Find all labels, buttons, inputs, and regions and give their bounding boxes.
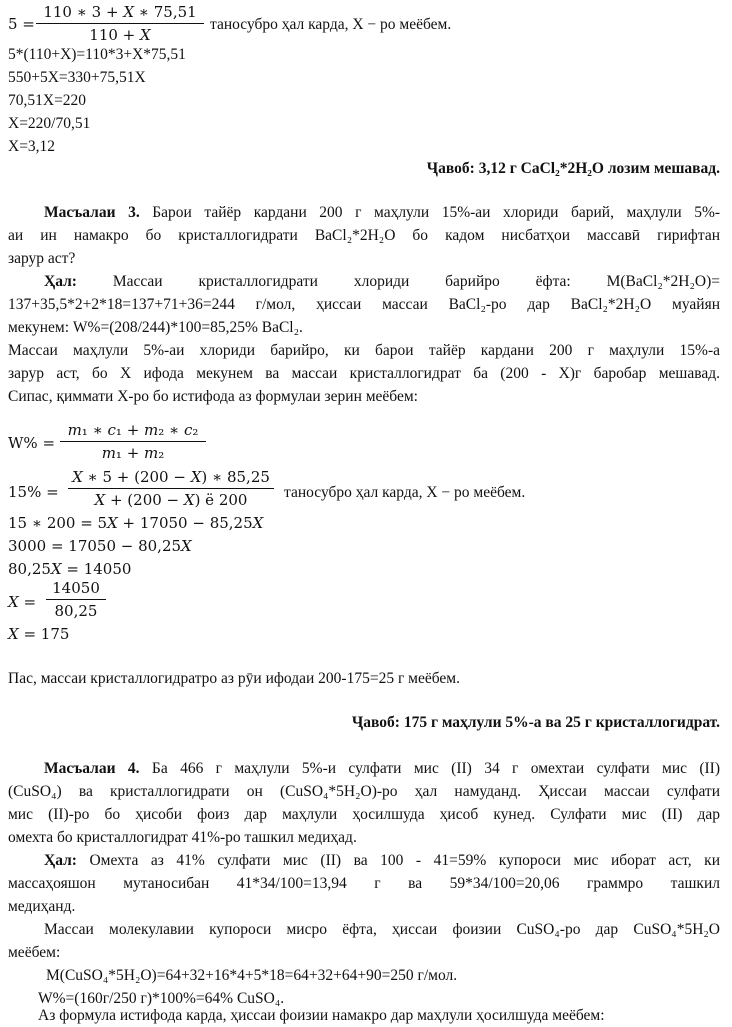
problem3-para2-line-1: Массаи маҳлули 5%-аи хлориди барийро, ки барои тайёр кардани 200 г маҳлули 15%-а — [8, 342, 720, 359]
fraction-bar — [46, 599, 106, 600]
problem3-conclusion: Пас, массаи кристаллогидратро аз рӯи ифодаи 200-175=25 г меёбем. — [8, 670, 460, 687]
problem4-last-line: Аз формула истифода карда, ҳиссаи фоизии намакро дар маҳлули ҳосилшуда меёбем: — [38, 1007, 605, 1024]
formula1-denominator: 𝑚₁ + 𝑚₂ — [101, 444, 165, 462]
formula2-denominator: 𝑋 + (200 − 𝑋) ё 200 — [94, 491, 248, 509]
formula1-numerator: 𝑚₁ ∗ 𝑐₁ + 𝑚₂ ∗ 𝑐₂ — [67, 421, 199, 439]
formula2-lhs: 15% = — [8, 483, 59, 501]
answer-problem3: Ҷавоб: 175 г маҳлули 5%-а ва 25 г кристаллогидрат. — [351, 714, 720, 731]
fraction-bar — [60, 441, 206, 442]
problem3-para2-line-3: Сипас, қиммати X-ро бо истифода аз формулаи зерин меёбем: — [8, 388, 418, 405]
fraction-bar — [36, 23, 204, 24]
solution-label: Ҳал: — [44, 852, 77, 869]
problem3-para2-line-2: зарур аст, бо X ифода мекунем ва массаи кристаллогидрат ба (200 - X)г баробар мешавад. — [8, 365, 720, 382]
problem3-solution-text-1: Массаи кристаллогидрати хлориди барийро ёфта: M(BaCl₂*2H₂O)= — [112, 273, 720, 290]
problem4-para2-line-2: меёбем: — [8, 944, 61, 961]
problem3-line-2: аи ин намакро бо кристаллогидрати BaCl₂*2H₂O бо кадом нисбатҳои массавӣ гирифтан — [8, 227, 720, 244]
problem4-line-3: мис (II)-ро бо ҳисоби фоиз дар маҳлули ҳосилшуда ҳисоб кунед. Сулфати мис (II) дар — [8, 806, 720, 823]
problem3-line-3: зарур аст? — [8, 250, 76, 267]
problem4-solution-text-1: Омехта аз 41% сулфати мис (II) ва 100 - 41=59% купороси мис иборат аст, ки — [89, 852, 720, 869]
math-line-4-numerator: 14050 — [52, 579, 100, 597]
formula1-lhs: W% = — [8, 434, 56, 452]
eq1-numerator: 110 ∗ 3 + 𝑋 ∗ 75,51 — [43, 3, 197, 21]
calc-line-2: 550+5X=330+75,51X — [8, 69, 146, 86]
problem4-title: Масъалаи 4. — [44, 760, 140, 777]
problem3-line-1 — [8, 201, 720, 224]
problem4-calc-2: W%=(160г/250 г)*100%=64% CuSO₄. — [38, 990, 285, 1007]
problem3-solution-line-2: 137+35,5*2+2*18=137+71+36=244 г/мол, ҳиссаи массаи BaCl₂-ро дар BaCl₂*2H₂O муайян — [8, 296, 720, 313]
math-line-4-lhs: 𝑋 = — [8, 593, 37, 611]
math-line-3: 80,25𝑋 = 14050 — [8, 560, 132, 578]
answer-top: Ҷавоб: 3,12 г CaCl₂*2H₂O лозим мешавад. — [426, 160, 720, 177]
problem4-solution-line-1 — [8, 849, 720, 872]
math-line-4-denominator: 80,25 — [54, 602, 98, 620]
problem3-text-1: Барои тайёр кардани 200 г маҳлули 15%-аи хлориди барий, маҳлули 5%- — [152, 204, 721, 221]
math-line-2: 3000 = 17050 − 80,25𝑋 — [8, 537, 192, 555]
problem3-title: Масъалаи 3. — [44, 204, 140, 221]
eq1-fraction — [36, 2, 204, 45]
problem4-line-2: (CuSO₄) ва кристаллогидрати он (CuSO₄*5H₂O)-ро ҳал намуданд. Ҳиссаи массаи сулфати — [8, 783, 720, 800]
problem4-line-4: омехта бо кристаллогидрат 41%-ро ташкил медиҳад. — [8, 829, 357, 846]
fraction-bar — [68, 488, 274, 489]
calc-line-5: X=3,12 — [8, 138, 56, 155]
math-line-1: 15 ∗ 200 = 5𝑋 + 17050 − 85,25𝑋 — [8, 514, 264, 532]
formula2-numerator: 𝑋 ∗ 5 + (200 − 𝑋) ∗ 85,25 — [72, 468, 270, 486]
problem4-solution-line-2: массаҳояшон мутаносибан 41*34/100=13,94 г ва 59*34/100=20,06 граммро ташкил — [8, 875, 720, 892]
problem4-calc-1: M(CuSO₄*5H₂O)=64+32+16*4+5*18=64+32+64+90=250 г/мол. — [46, 967, 458, 984]
eq1-denominator: 110 + 𝑋 — [89, 26, 151, 44]
math-line-4-fraction — [46, 578, 106, 621]
formula2-tail: таносубро ҳал карда, X − ро меёбем. — [284, 484, 526, 501]
problem4-solution-line-3: медиҳанд. — [8, 898, 76, 915]
problem3-solution-line-1 — [8, 270, 720, 293]
eq1-lhs: 5 = — [8, 15, 35, 33]
calc-line-4: X=220/70,51 — [8, 115, 91, 132]
formula2-fraction — [68, 467, 274, 510]
problem4-text-1: Ба 466 г маҳлули 5%-и сулфати мис (II) 34 г омехтаи сулфати мис (II) — [151, 760, 721, 777]
problem4-para2-line-1: Массаи молекулавии купороси мисро ёфта, ҳиссаи фоизии CuSO₄-ро дар CuSO₄*5H₂O — [44, 921, 720, 938]
formula1-fraction — [60, 420, 206, 463]
problem3-solution-line-3: мекунем: W%=(208/244)*100=85,25% BaCl₂. — [8, 319, 303, 336]
solution-label: Ҳал: — [44, 273, 77, 290]
calc-line-1: 5*(110+X)=110*3+X*75,51 — [8, 46, 186, 63]
problem4-line-1 — [8, 757, 720, 780]
math-line-5: 𝑋 = 175 — [8, 625, 70, 643]
calc-line-3: 70,51X=220 — [8, 92, 87, 109]
eq1-tail: таносубро ҳал карда, X − ро меёбем. — [210, 16, 452, 33]
